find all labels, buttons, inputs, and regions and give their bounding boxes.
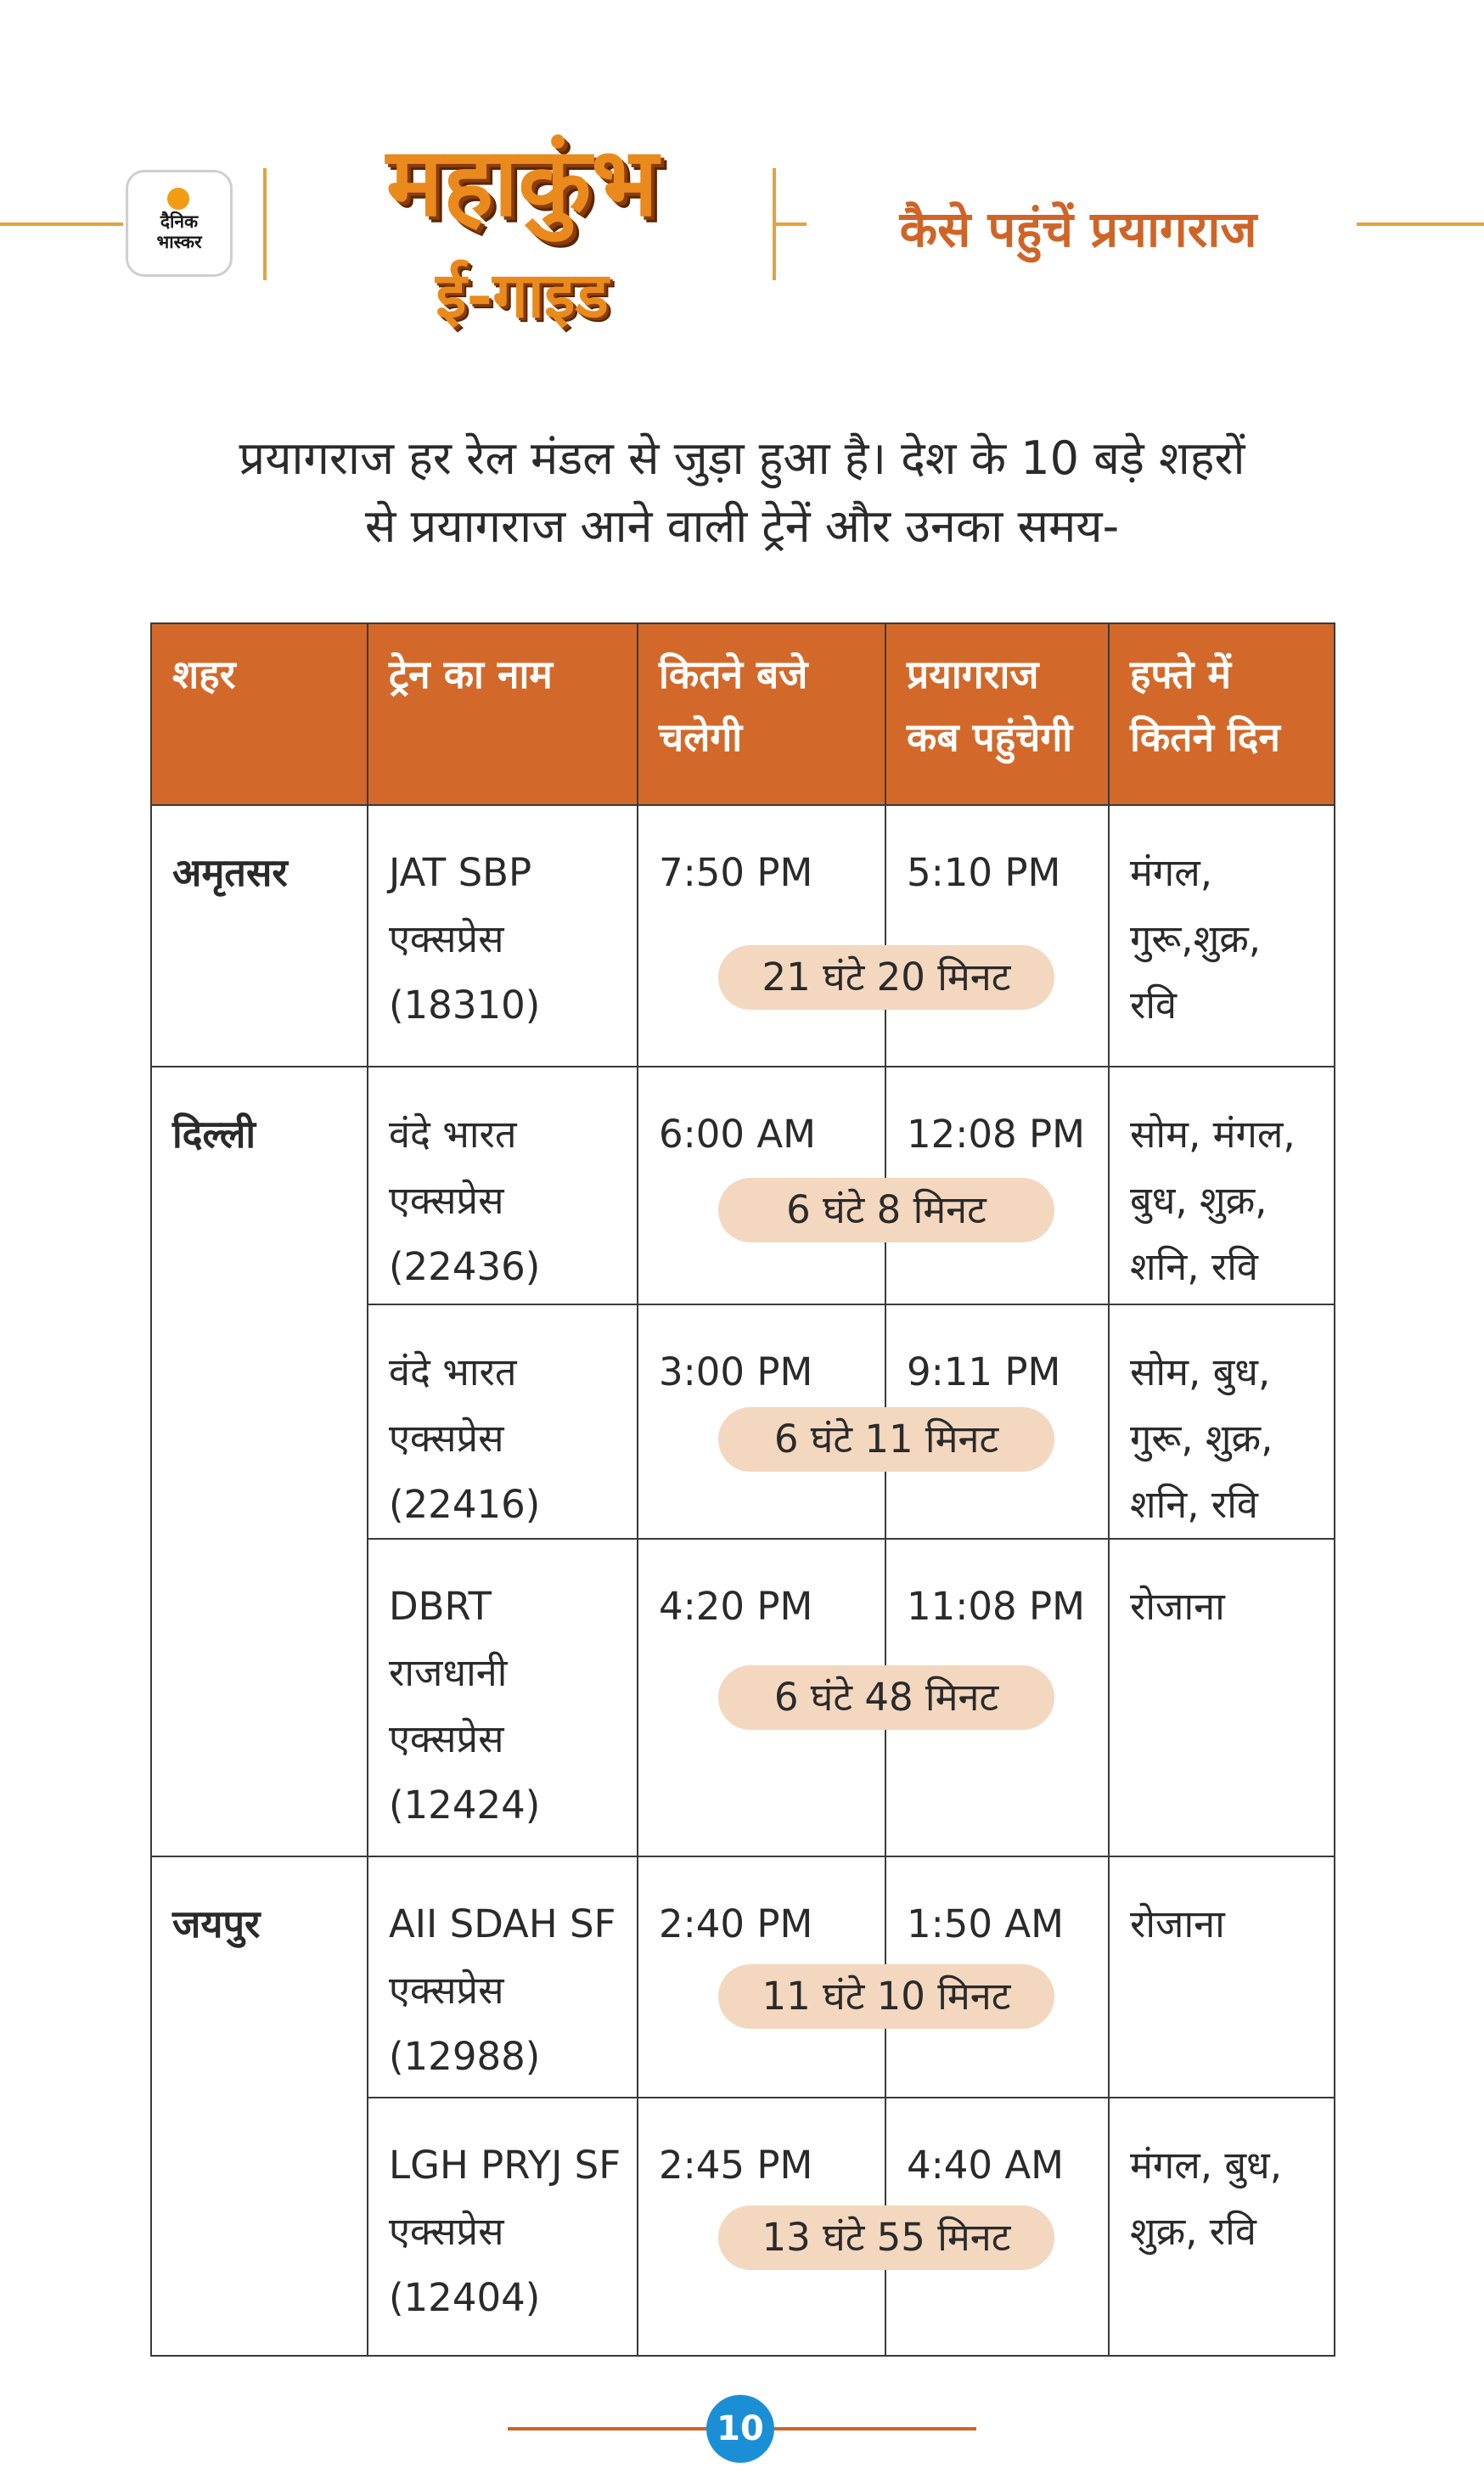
e-guide-subtitle: ई-गाइड (436, 259, 609, 332)
table-row (151, 805, 1335, 1067)
duration-pill: 13 घंटे 55 मिनट (718, 2205, 1054, 2270)
header-days: हफ्ते में कितने दिन (1109, 623, 1335, 805)
city-jaipur: जयपुर (151, 1856, 368, 2356)
train-name: JAT SBP एक्सप्रेस (18310) (368, 805, 638, 1067)
duration-pill: 21 घंटे 20 मिनट (718, 945, 1054, 1010)
depart-time: 2:45 PM 13 घंटे 55 मिनट (638, 2098, 885, 2356)
arrive-time: 4:40 AM (885, 2098, 1109, 2356)
arrive-time: 12:08 PM (885, 1067, 1109, 1304)
run-days: रोजाना (1109, 1539, 1335, 1856)
intro-line-2: से प्रयागराज आने वाली ट्रेनें और उनका समय- (364, 499, 1120, 553)
page-number-badge: 10 (706, 2395, 774, 2463)
header-departs: कितने बजे चलेगी (638, 623, 885, 805)
city-amritsar: अमृतसर (151, 805, 368, 1067)
header-rule-right (1357, 222, 1484, 226)
train-name: DBRT राजधानी एक्सप्रेस (12424) (368, 1539, 638, 1856)
dainik-bhaskar-logo (126, 170, 233, 277)
depart-time: 3:00 PM 6 घंटे 11 मिनट (638, 1304, 885, 1539)
run-days: सोम, मंगल, बुध, शुक्र, शनि, रवि (1109, 1067, 1335, 1304)
duration-pill: 6 घंटे 11 मिनट (718, 1407, 1054, 1472)
duration-pill: 6 घंटे 48 मिनट (718, 1665, 1054, 1730)
run-days: सोम, बुध, गुरू, शुक्र, शनि, रवि (1109, 1304, 1335, 1539)
train-name: AII SDAH SF एक्सप्रेस (12988) (368, 1856, 638, 2098)
header-city: शहर (151, 623, 368, 805)
train-name: वंदे भारत एक्सप्रेस (22416) (368, 1304, 638, 1539)
depart-time: 7:50 PM 21 घंटे 20 मिनट (638, 805, 885, 1067)
table-header-row (151, 623, 1335, 805)
header-arrives: प्रयागराज कब पहुंचेगी (885, 623, 1109, 805)
logo-line-1: दैनिक (160, 211, 199, 232)
run-days: मंगल, गुरू,शुक्र, रवि (1109, 805, 1335, 1067)
table-row (151, 1856, 1335, 2098)
sun-icon (167, 188, 189, 210)
header-rule-mid (773, 222, 807, 226)
depart-time: 6:00 AM 6 घंटे 8 मिनट (638, 1067, 885, 1304)
arrive-time: 5:10 PM (885, 805, 1109, 1067)
depart-time: 4:20 PM 6 घंटे 48 मिनट (638, 1539, 885, 1856)
train-schedule-table (150, 622, 1335, 2357)
mahakumbh-title: महाकुंभ (385, 127, 659, 238)
duration-pill: 11 घंटे 10 मिनट (718, 1964, 1054, 2029)
footer-rule-right (774, 2427, 976, 2430)
city-delhi: दिल्ली (151, 1067, 368, 1856)
header-train: ट्रेन का नाम (368, 623, 638, 805)
footer-rule-left (508, 2427, 706, 2430)
train-name: LGH PRYJ SF एक्सप्रेस (12404) (368, 2098, 638, 2356)
arrive-time: 11:08 PM (885, 1539, 1109, 1856)
arrive-time: 9:11 PM (885, 1304, 1109, 1539)
header-rule-left (0, 222, 123, 226)
table-row (151, 1067, 1335, 1304)
train-name: वंदे भारत एक्सप्रेस (22436) (368, 1067, 638, 1304)
intro-line-1: प्रयागराज हर रेल मंडल से जुड़ा हुआ है। देश के 10 बड़े शहरों (239, 431, 1245, 485)
arrive-time: 1:50 AM (885, 1856, 1109, 2098)
duration-pill: 6 घंटे 8 मिनट (718, 1178, 1054, 1242)
depart-time: 2:40 PM 11 घंटे 10 मिनट (638, 1856, 885, 2098)
intro-text (102, 425, 1382, 560)
run-days: रोजाना (1109, 1856, 1335, 2098)
section-title: कैसे पहुंचें प्रयागराज (899, 200, 1257, 258)
header-divider-1 (263, 168, 267, 280)
run-days: मंगल, बुध, शुक्र, रवि (1109, 2098, 1335, 2356)
logo-line-2: भास्कर (156, 232, 202, 252)
